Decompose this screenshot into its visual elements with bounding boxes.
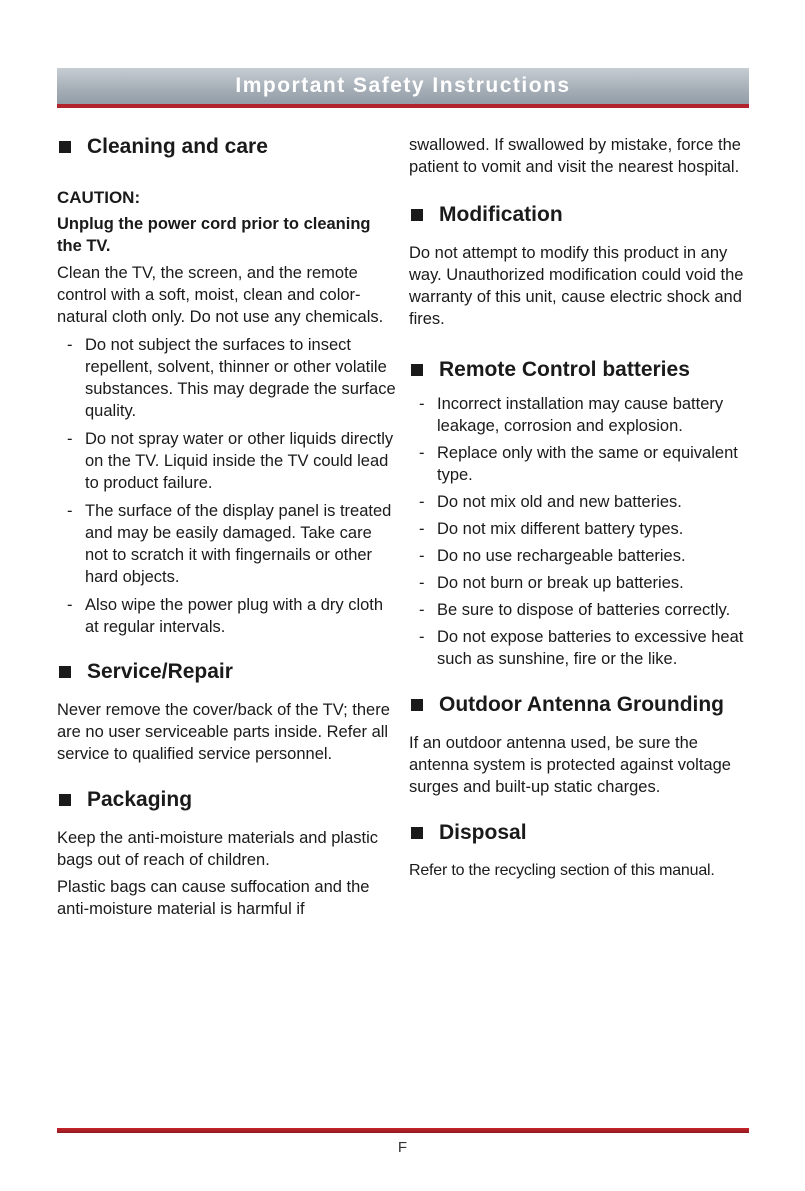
list-item: - Incorrect installation may cause battery leakage, corrosion and explosion. bbox=[409, 393, 754, 437]
list-item: - Do not spray water or other liquids directly on the TV. Liquid inside the TV could lead to product failure. bbox=[57, 428, 397, 494]
service-text: Never remove the cover/back of the TV; there are no user serviceable parts inside. Refer all service to qualified service personnel. bbox=[57, 701, 390, 763]
disposal-heading-text: Disposal bbox=[439, 821, 527, 844]
disposal-heading bbox=[409, 820, 754, 846]
antenna-heading-text: Outdoor Antenna Grounding bbox=[439, 693, 725, 716]
list-item: - The surface of the display panel is treated and may be easily damaged. Take care not to scratch it with fingernails or other hard objects. bbox=[57, 500, 397, 588]
batteries-heading-text: Remote Control batteries bbox=[439, 358, 690, 381]
header-banner bbox=[57, 68, 749, 108]
list-item: - Do not mix old and new batteries. bbox=[409, 491, 754, 513]
list-item: - Do no use rechargeable batteries. bbox=[409, 545, 754, 567]
disposal-text: Refer to the recycling section of this manual. bbox=[409, 862, 715, 879]
batteries-heading bbox=[409, 357, 754, 383]
list-item: - Be sure to dispose of batteries correctly. bbox=[409, 599, 754, 621]
cleaning-intro: Clean the TV, the screen, and the remote control with a soft, moist, clean and color-natural cloth only. Do not use any chemicals. bbox=[57, 264, 384, 326]
right-column bbox=[409, 134, 754, 882]
footer-accent-line bbox=[57, 1128, 749, 1133]
list-item: - Do not mix different battery types. bbox=[409, 518, 754, 540]
batteries-list bbox=[409, 393, 754, 670]
page-number: F bbox=[397, 1139, 408, 1156]
antenna-heading bbox=[409, 692, 754, 718]
list-item: - Replace only with the same or equivalent type. bbox=[409, 442, 754, 486]
header-accent-line bbox=[57, 104, 749, 108]
square-bullet-icon bbox=[411, 364, 423, 376]
caution-label: CAUTION: bbox=[57, 188, 141, 207]
antenna-text: If an outdoor antenna used, be sure the antenna system is protected against voltage surges and built-up static charges. bbox=[409, 734, 731, 796]
list-item: - Also wipe the power plug with a dry cloth at regular intervals. bbox=[57, 594, 397, 638]
square-bullet-icon bbox=[59, 666, 71, 678]
square-bullet-icon bbox=[411, 209, 423, 221]
service-heading bbox=[57, 659, 397, 685]
cleaning-list bbox=[57, 334, 397, 638]
page-title: Important Safety Instructions bbox=[235, 74, 571, 97]
list-item: - Do not subject the surfaces to insect repellent, solvent, thinner or other volatile substances. This may degrade the surface quality. bbox=[57, 334, 397, 422]
cleaning-warning: Unplug the power cord prior to cleaning the TV. bbox=[57, 215, 371, 255]
square-bullet-icon bbox=[59, 141, 71, 153]
square-bullet-icon bbox=[59, 794, 71, 806]
list-item: - Do not burn or break up batteries. bbox=[409, 572, 754, 594]
packaging-heading-text: Packaging bbox=[87, 788, 193, 811]
packaging-continued-text: swallowed. If swallowed by mistake, force the patient to vomit and visit the nearest hospital. bbox=[409, 136, 741, 176]
square-bullet-icon bbox=[411, 827, 423, 839]
service-heading-text: Service/Repair bbox=[87, 660, 233, 683]
packaging-text-1: Keep the anti-moisture materials and plastic bags out of reach of children. bbox=[57, 829, 378, 869]
packaging-heading bbox=[57, 787, 397, 813]
square-bullet-icon bbox=[411, 699, 423, 711]
packaging-text-2: Plastic bags can cause suffocation and the anti-moisture material is harmful if bbox=[57, 878, 370, 918]
list-item: - Do not expose batteries to excessive heat such as sunshine, fire or the like. bbox=[409, 626, 754, 670]
cleaning-heading-text: Cleaning and care bbox=[87, 135, 268, 158]
modification-heading bbox=[409, 202, 754, 228]
cleaning-heading bbox=[57, 134, 397, 160]
modification-text: Do not attempt to modify this product in any way. Unauthorized modification could void the warranty of this unit, cause electric shock and fires. bbox=[409, 244, 744, 328]
left-column bbox=[57, 134, 397, 920]
modification-heading-text: Modification bbox=[439, 203, 563, 226]
